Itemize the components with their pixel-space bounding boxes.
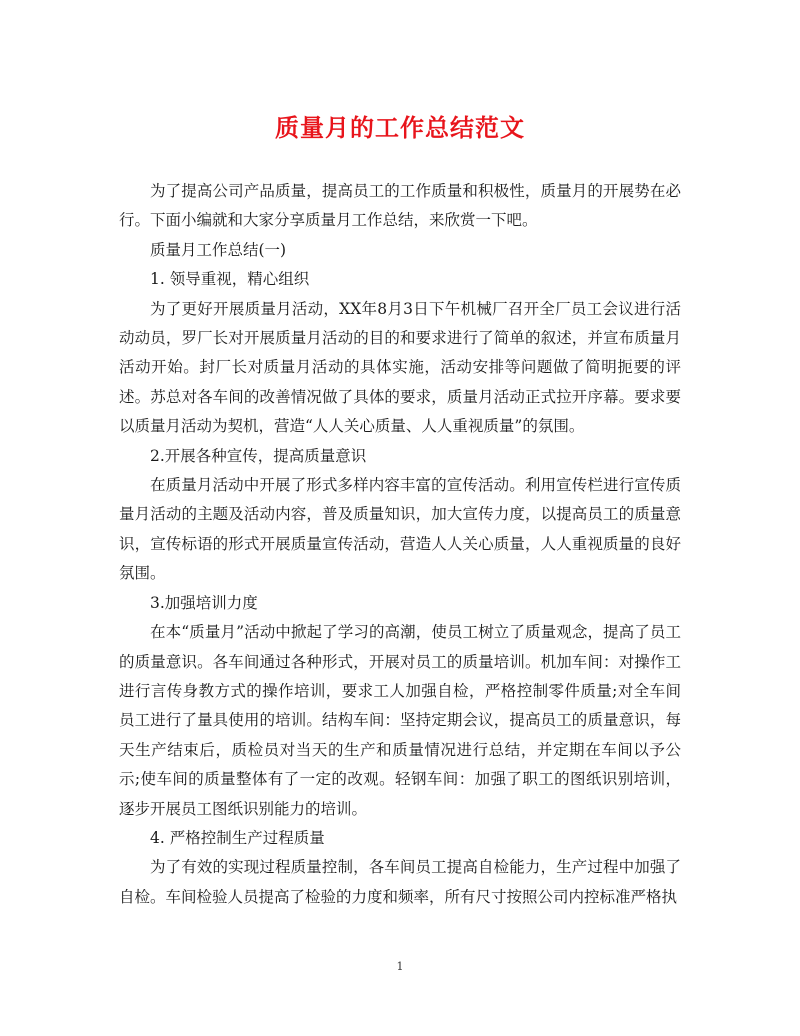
body-paragraph-1: 为了更好开展质量月活动，XX年8月3日下午机械厂召开全厂员工会议进行活动动员，罗厂长对开展质量月活动的目的和要求进行了简单的叙述，并宣布质量月活动开始。封厂长对质量月活动的具体实施，活动安排等问题做了简明扼要的评述。苏总对各车间的改善情况做了具体的要求，质量月活动正式拉开序幕。要求要以质量月活动为契机，营造“人人关心质量、人人重视质量”的氛围。	[119, 299, 681, 436]
document-body	[119, 177, 681, 912]
document-title: 质量月的工作总结范文	[275, 113, 525, 142]
section-heading-summary-1: 质量月工作总结(一)	[150, 240, 287, 259]
body-paragraph-3: 在本“质量月”活动中掀起了学习的高潮，使员工树立了质量观念，提高了员工的质量意识。各车间通过各种形式，开展对员工的质量培训。机加车间：对操作工进行言传身教方式的操作培训，要求工人加强自检，严格控制零件质量;对全车间员工进行了量具使用的培训。结构车间：坚持定期会议，提高员工的质量意识，每天生产结束后，质检员对当天的生产和质量情况进行总结，并定期在车间以予公示;使车间的质量整体有了一定的改观。轻钢车间：加强了职工的图纸识别培训，逐步开展员工图纸识别能力的培训。	[119, 623, 681, 818]
body-paragraph-2: 在质量月活动中开展了形式多样内容丰富的宣传活动。利用宣传栏进行宣传质量月活动的主题及活动内容，普及质量知识，加大宣传力度，以提高员工的质量意识，宣传标语的形式开展质量宣传活动，营造人人关心质量，人人重视质量的良好氛围。	[119, 476, 681, 583]
intro-paragraph: 为了提高公司产品质量，提高员工的工作质量和积极性，质量月的开展势在必行。下面小编就和大家分享质量月工作总结，来欣赏一下吧。	[119, 182, 681, 230]
item-heading-4: 4. 严格控制生产过程质量	[150, 828, 325, 847]
page-number: 1	[396, 960, 404, 973]
item-heading-2: 2.开展各种宣传，提高质量意识	[150, 446, 367, 465]
item-heading-3: 3.加强培训力度	[150, 593, 258, 612]
item-heading-1: 1. 领导重视，精心组织	[150, 270, 310, 289]
body-paragraph-4: 为了有效的实现过程质量控制，各车间员工提高自检能力，生产过程中加强了自检。车间检验人员提高了检验的力度和频率，所有尺寸按照公司内控标准严格执	[119, 858, 681, 906]
